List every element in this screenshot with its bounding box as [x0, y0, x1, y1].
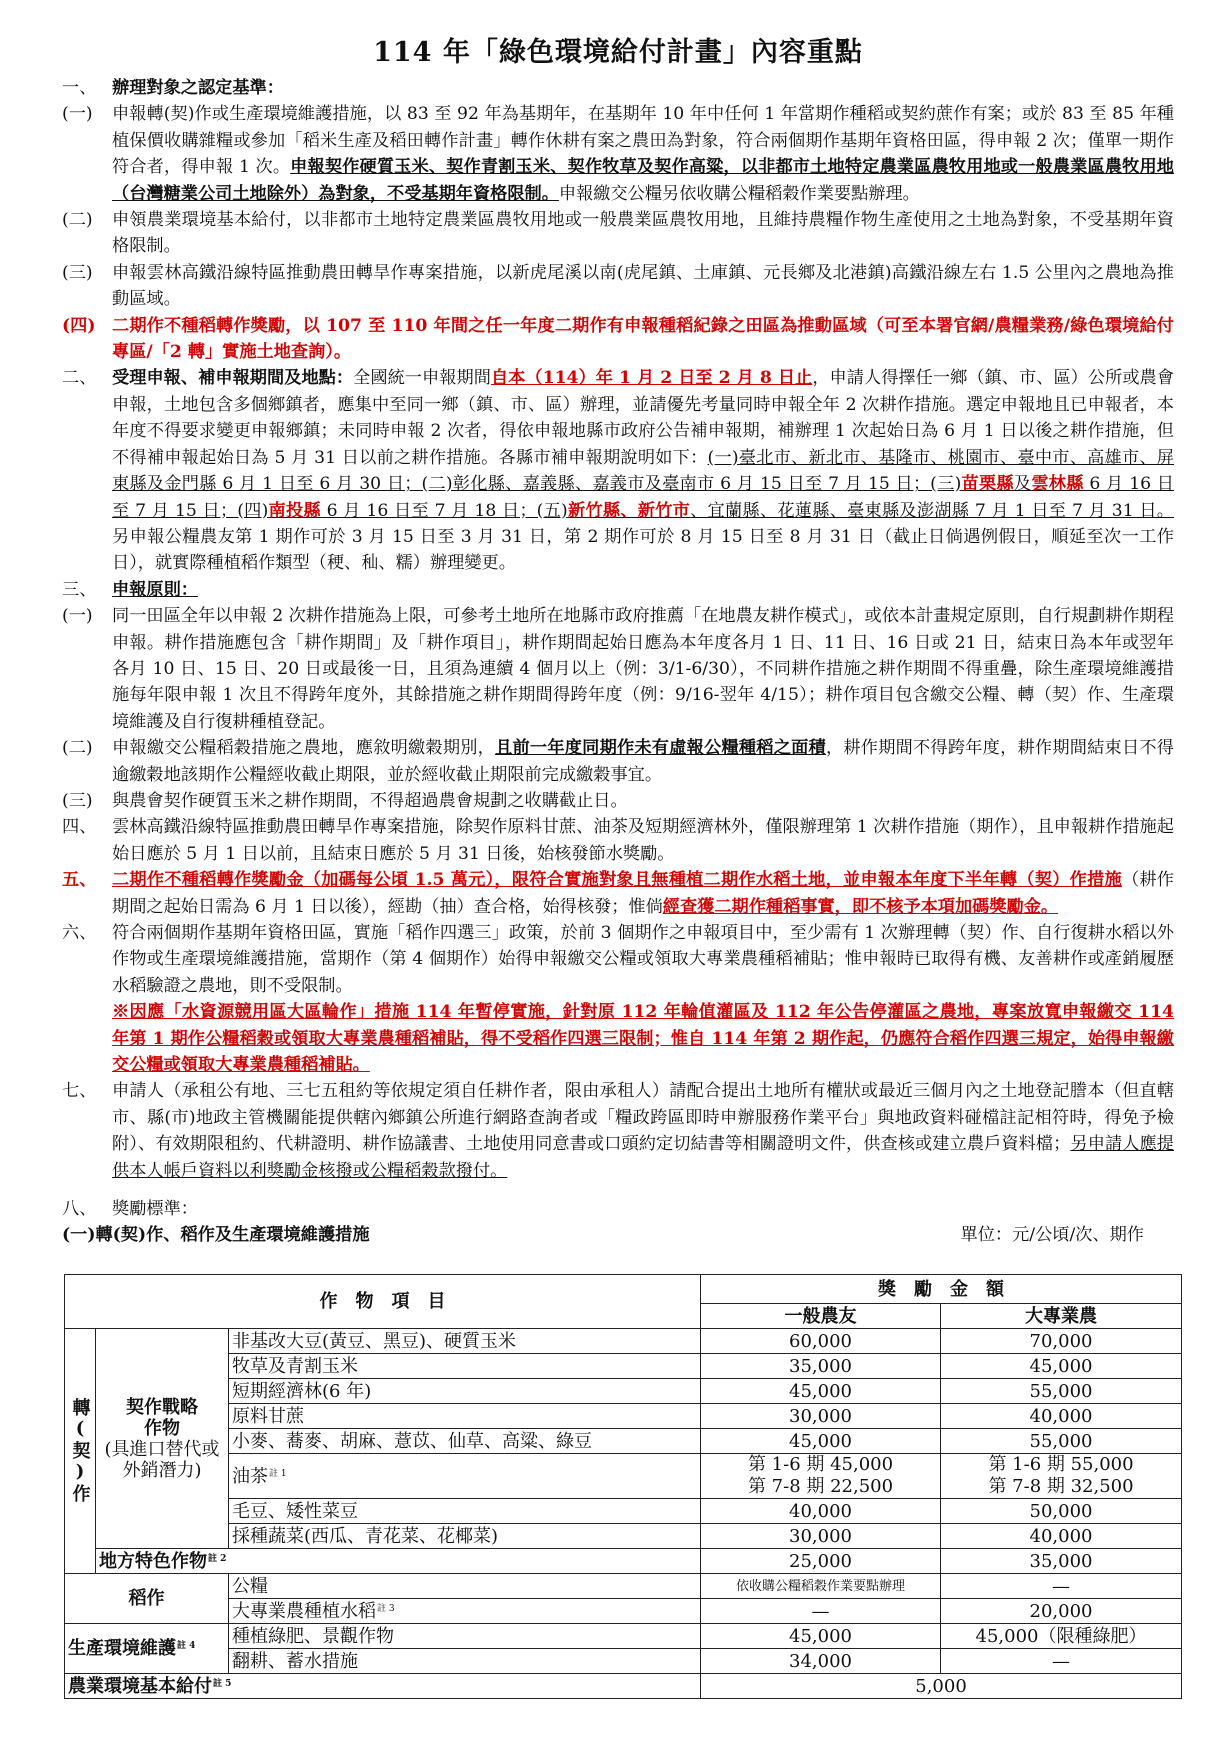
- text-underlined: 另申請人應提供本人帳戶資料以利獎勵金核撥或公糧稻穀款撥付。: [112, 1134, 1174, 1181]
- sub-title: 轉(契)作、稻作及生產環境維護措施: [95, 1225, 370, 1246]
- amount-general: 依收購公糧稻穀作業要點辦理: [701, 1574, 941, 1599]
- table-row: [65, 1499, 1182, 1524]
- amount-pro: 20,000: [941, 1599, 1182, 1624]
- item-text: 同一田區全年以申報 2 次耕作措施為上限，可參考土地所在地縣市政府推薦「在地農友耕作模式」，或依本計畫規定原則，自行規劃耕作期程申報。耕作措施應包含「耕作期間」及「耕作項目」，耕作期間起始日應為本年度各月 1 日、11 日、16 日或 21 日，結束日為本年或翌年各月 10 日、15 日、20 日或最後一日，且須為連續 4 個月以上（例：3/1-6/30），不同耕作措施之耕作期間不得重疊，除生產環境維護措施每年限申報 1 次且不得跨年度外，其餘措施之耕作期間得跨年度（例：9/16-翌年 4/15）；耕作項目包含繳交公糧、轉（契）作、生產環境維護及自行復耕種植登記。: [112, 606, 1174, 732]
- section-3-heading: [62, 577, 1174, 603]
- sub-label: (一): [62, 1225, 96, 1246]
- section-3-item-3: [62, 788, 1174, 814]
- text-part: ，耕作期間不得跨年度，耕作期間結束日不得逾繳穀地該期作公糧經收截止期限，並於經收截止期限前完成繳穀事宜。: [112, 738, 1174, 785]
- header-pro: 大專業農: [941, 1304, 1182, 1329]
- table-row: [65, 1649, 1182, 1674]
- strategic-line: 契作戰略: [126, 1396, 198, 1418]
- crop-name: 油茶: [232, 1465, 268, 1487]
- section-label: 二、: [62, 368, 97, 389]
- amount-general: [701, 1454, 941, 1499]
- item-label: (四): [62, 315, 96, 336]
- table-row: [65, 1404, 1182, 1429]
- item-text-b: 申報契作硬質玉米、契作青割玉米、契作牧草及契作高粱，以非都市土地特定農業區農牧用地或一般農業區農牧用地（台灣糖業公司土地除外）為對象，不受基期年資格限制。: [112, 157, 1174, 204]
- text-part: 符合兩個期作基期年資格田區，實施「稻作四選三」政策，於前 3 個期作之申報項目中，至少需有 1 次辦理轉（契）作、自行復耕水稻以外作物或生產環境維護措施，當期作（第 4 個期作）始得申報繳交公糧或領取大專業農種稻補貼；惟申報時已取得有機、友善耕作或產銷履歷水稻驗證之農地，則不受限制。: [112, 923, 1174, 996]
- section-1-item-1: [62, 101, 1174, 207]
- section-text: [112, 867, 1174, 920]
- amount-general: 60,000: [701, 1329, 941, 1354]
- amount-general: 30,000: [701, 1404, 941, 1429]
- text-emphasis: 經查獲二期作種稻事實，即不核予本項加碼獎勵金。: [662, 896, 1059, 917]
- amount-line: 第 7-8 期 22,500: [747, 1476, 894, 1497]
- section-text: 雲林高鐵沿線特區推動農田轉旱作專案措施，除契作原料甘蔗、油茶及短期經濟林外，僅限辦理第 1 次耕作措施（期作），且申報耕作措施起始日應於 5 月 1 日以前，且結束日應於 5 月 31 日後，始核發節水獎勵。: [112, 817, 1174, 864]
- amount-line: 第 7-8 期 32,500: [988, 1476, 1134, 1497]
- crop-name: 地方特色作物: [99, 1550, 207, 1572]
- section-label: 一、: [62, 78, 97, 98]
- table-row: [65, 1574, 1182, 1599]
- text-emphasis: 且前一年度同期作未有虛報公糧種稻之面積: [495, 738, 826, 759]
- county-name: 苗栗縣: [961, 474, 1014, 495]
- table-row: [65, 1454, 1182, 1499]
- section-4: [62, 814, 1174, 867]
- section-label: 四、: [62, 817, 97, 838]
- item-text-c: 申報繳交公糧另依收購公糧稻穀作業要點辦理。: [558, 183, 920, 204]
- text-part: 申報繳交公糧稻穀措施之農地，應敘明繳穀期別，: [112, 738, 496, 759]
- item-label: (一): [62, 104, 93, 125]
- group-label: [65, 1624, 229, 1674]
- crop-item: [229, 1454, 701, 1499]
- application-period: 自本（114）年 1 月 2 日至 2 月 8 日止: [490, 368, 813, 389]
- header-reward: 獎 勵 金 額: [701, 1275, 1182, 1304]
- amount-general: 40,000: [701, 1499, 941, 1524]
- item-text: 二期作不種稻轉作獎勵，以 107 至 110 年間之任一年度二期作有申報種稻紀錄之田區為推動區域（可至本署官網/農糧業務/綠色環境給付專區/「2 轉」實施土地查詢）。: [112, 315, 1174, 363]
- section-7: [62, 1078, 1174, 1184]
- crop-item: 原料甘蔗: [229, 1404, 701, 1429]
- section-8-heading: [62, 1196, 1174, 1222]
- text-part: 另申報公糧農友第 1 期作可於 3 月 15 日至 3 月 31 日，第 2 期作可於 8 月 15 日至 8 月 31 日（截止日倘遇例假日，順延至次一工作日），就實際種植稻作類型（稉、秈、糯）辦理變更。: [112, 526, 1174, 574]
- item-label: (三): [62, 790, 93, 811]
- sub-heading: [62, 1222, 370, 1248]
- section-label: 八、: [62, 1199, 97, 1220]
- crop-item: [65, 1674, 701, 1699]
- section-5: [62, 867, 1174, 920]
- amount-general: —: [701, 1599, 941, 1624]
- text-part: （耕作期間之起始日需為 6 月 1 日以後），經勘（抽）查合格，始得核發；惟倘: [112, 870, 1174, 917]
- document: [62, 30, 1174, 1248]
- crop-name: 大專業農種植水稻: [232, 1600, 376, 1622]
- amount-general: 45,000: [701, 1429, 941, 1454]
- section-8-sub: [62, 1222, 1174, 1248]
- section-heading: 獎勵標準：: [112, 1199, 198, 1220]
- item-label: (三): [62, 262, 93, 283]
- item-label: (二): [62, 210, 93, 231]
- section-heading: 辦理對象之認定基準：: [112, 78, 284, 98]
- table-row: [65, 1599, 1182, 1624]
- county-name: 雲林縣: [1031, 474, 1084, 495]
- item-text: 申報雲林高鐵沿線特區推動農田轉旱作專案措施，以新虎尾溪以南(虎尾鎮、土庫鎮、元長鄉及北港鎮)高鐵沿線左右 1.5 公里內之農地為推動區域。: [112, 262, 1174, 310]
- schedule-part: 6 月 16 日至 7 月 15 日；(四): [112, 474, 1174, 521]
- table-row: [65, 1379, 1182, 1404]
- reward-table: [64, 1274, 1182, 1699]
- crop-item: 種植綠肥、景觀作物: [229, 1624, 701, 1649]
- crop-item: 小麥、蕎麥、胡麻、薏苡、仙草、高粱、綠豆: [229, 1429, 701, 1454]
- header-general: 一般農友: [701, 1304, 941, 1329]
- unit-label: 單位：元/公頃/次、期作: [960, 1225, 1144, 1246]
- table-row: [65, 1624, 1182, 1649]
- text-part: 全國統一申報期間: [353, 368, 491, 389]
- table-row: [65, 1354, 1182, 1379]
- table-row: [65, 1429, 1182, 1454]
- amount-general: 30,000: [701, 1524, 941, 1549]
- crop-item: [96, 1549, 701, 1574]
- text-emphasis: 二期作不種稻轉作獎勵金（加碼每公頃 1.5 萬元），限符合實施對象且無種植二期作水稻土地，並申報本年度下半年轉（契）作措施: [112, 870, 1122, 891]
- schedule-part: 6 月 16 日至 7 月 18 日；(五): [320, 500, 568, 521]
- amount-basic: 5,000: [701, 1674, 1182, 1699]
- section-3-item-1: [62, 603, 1174, 735]
- section-1-item-4: [62, 313, 1174, 366]
- item-text: 與農會契作硬質玉米之耕作期間，不得超過農會規劃之收購截止日。: [112, 790, 628, 811]
- group-name: 生產環境維護: [68, 1638, 176, 1659]
- amount-pro: 40,000: [941, 1524, 1182, 1549]
- strategic-line: 外銷潛力): [122, 1459, 202, 1481]
- footnote-ref: 註 5: [213, 1678, 232, 1689]
- county-name: 南投縣: [268, 500, 321, 521]
- section-1-heading: [62, 75, 1174, 101]
- amount-pro: 45,000（限種綠肥）: [941, 1624, 1182, 1649]
- amount-pro: 50,000: [941, 1499, 1182, 1524]
- group-strategic: [96, 1329, 229, 1549]
- county-name: 新竹縣、新竹市: [567, 500, 691, 521]
- crop-item: 牧草及青割玉米: [229, 1354, 701, 1379]
- amount-pro: 55,000: [941, 1429, 1182, 1454]
- strategic-line: (具進口替代或: [104, 1438, 220, 1460]
- crop-item: [229, 1599, 701, 1624]
- section-label: 七、: [62, 1081, 97, 1102]
- crop-item: 毛豆、矮性菜豆: [229, 1499, 701, 1524]
- section-label: 三、: [62, 579, 97, 600]
- group-label: 轉(契)作: [65, 1329, 96, 1574]
- section-2: [62, 365, 1174, 576]
- table-row: [65, 1329, 1182, 1354]
- crop-item: 非基改大豆(黃豆、黑豆)、硬質玉米: [229, 1329, 701, 1354]
- section-text: [112, 365, 1174, 576]
- schedule-part: 、宜蘭縣、花蓮縣、臺東縣及澎湖縣 7 月 1 日至 7 月 31 日。: [690, 500, 1174, 521]
- section-3-item-2: [62, 735, 1174, 788]
- amount-pro: 40,000: [941, 1404, 1182, 1429]
- amount-general: 45,000: [701, 1379, 941, 1404]
- section-heading: 申報原則：: [112, 579, 198, 600]
- crop-item: 短期經濟林(6 年): [229, 1379, 701, 1404]
- item-label: (二): [62, 738, 93, 759]
- crop-item: 採種蔬菜(西瓜、青花菜、花椰菜): [229, 1524, 701, 1549]
- item-text-a: 申報轉(契)作或生產環境維護措施，以 83 至 92 年為基期年，在基期年 10 年中任何 1 年當期作種稻或契約蔗作有案；或於 83 至 85 年種植保價收購雜糧或參加「稻米生產及稻田轉作計畫」轉作休耕有案之農田為對象，符合兩個期作基期年資格田區，得申報 2 次；僅單一期作符合者，得申報 1 次。: [112, 104, 1174, 178]
- text-part: 申請人（承租公有地、三七五租約等依規定須自任耕作者，限由承租人）請配合提出土地所有權狀或最近三個月內之土地登記謄本（但直轄市、縣(市)地政主管機關能提供轄內鄉鎮公所進行網路查詢者或「糧政跨區即時申辦服務作業平台」與地政資料碰檔註記相符時，得免予檢附）、有效期限租約、代耕證明、耕作協議書、土地使用同意書或口頭約定切結書等相關證明文件，供查核或建立農戶資料檔；: [112, 1081, 1174, 1155]
- table-row: [65, 1549, 1182, 1574]
- amount-general: 34,000: [701, 1649, 941, 1674]
- footnote-ref: 註 1: [269, 1468, 287, 1479]
- page-title: 114 年「綠色環境給付計畫」內容重點: [373, 37, 863, 68]
- special-note: ※因應「水資源競用區大區輪作」措施 114 年暫停實施，針對原 112 年輪值灌區及 112 年公告停灌區之農地，專案放寬申報繳交 114 年第 1 期作公糧稻穀或領取大專業農種稻補貼，得不受稻作四選三限制；惟自 114 年第 2 期作起，仍應符合稻作四選三規定，始得申報繳交公糧或領取大專業農種稻補貼。: [112, 1002, 1174, 1076]
- amount-pro: —: [941, 1649, 1182, 1674]
- crop-item: 公糧: [229, 1574, 701, 1599]
- schedule-part: 及: [1013, 474, 1032, 495]
- section-label: 五、: [62, 870, 97, 891]
- section-1-item-2: [62, 207, 1174, 260]
- item-label: (一): [62, 606, 93, 627]
- crop-item: 翻耕、蓄水措施: [229, 1649, 701, 1674]
- section-text: [112, 1078, 1174, 1184]
- spacer: [62, 1184, 1174, 1196]
- item-text: [112, 735, 1174, 788]
- amount-line: 第 1-6 期 45,000: [747, 1454, 894, 1475]
- amount-pro: 55,000: [941, 1379, 1182, 1404]
- amount-pro: 45,000: [941, 1354, 1182, 1379]
- amount-pro: [941, 1454, 1182, 1499]
- header-item: 作 物 項 目: [65, 1275, 701, 1329]
- item-text: 申領農業環境基本給付，以非都市土地特定農業區農牧用地或一般農業區農牧用地，且維持農糧作物生產使用之土地為對象，不受基期年資格限制。: [112, 210, 1174, 257]
- amount-line: 第 1-6 期 55,000: [988, 1454, 1134, 1475]
- text-part: ，申請人得擇任一鄉（鎮、市、區）公所或農會申報，土地包含多個鄉鎮者，應集中至同一鄉（鎮、市、區）辦理，並請優先考量同時申報全年 2 次耕作措施。選定申報地且已申報者，本年度不得要求變更申報鄉鎮；未同時申報 2 次者，得依申報地縣市政府公告補申報期，補辦理 1 次起始日為 6 月 1 日以後之耕作措施，但不得補申報起始日為 5 月 31 日以前之耕作措施。各縣市補申報期說明如下：: [112, 368, 1174, 468]
- section-label: 六、: [62, 923, 97, 943]
- table-row: [65, 1524, 1182, 1549]
- footnote-ref: 註 4: [177, 1641, 196, 1651]
- amount-pro: 35,000: [941, 1549, 1182, 1574]
- footnote-ref: 註 3: [377, 1603, 395, 1614]
- amount-general: 25,000: [701, 1549, 941, 1574]
- group-label: 稻作: [65, 1574, 229, 1624]
- crop-name: 農業環境基本給付: [68, 1675, 212, 1697]
- section-text: [112, 920, 1174, 1078]
- table-row: [65, 1674, 1182, 1699]
- footnote-ref: 註 2: [208, 1553, 227, 1564]
- section-heading: 受理申報、補申報期間及地點：: [112, 368, 354, 389]
- amount-general: 45,000: [701, 1624, 941, 1649]
- strategic-line: 作物: [144, 1417, 180, 1439]
- schedule-part: (一)臺北市、新北市、基隆市、桃園市、臺中市、高雄市、屏東縣及金門縣 6 月 1 日至 6 月 30 日；(二)彰化縣、嘉義縣、嘉義市及臺南市 6 月 15 日至 7 月 15 日；(三): [112, 447, 1174, 495]
- amount-pro: 70,000: [941, 1329, 1182, 1354]
- amount-pro: —: [941, 1574, 1182, 1599]
- section-6: [62, 920, 1174, 1078]
- table-header-row: [65, 1275, 1182, 1304]
- item-text: [112, 101, 1174, 207]
- section-1-item-3: [62, 260, 1174, 313]
- amount-general: 35,000: [701, 1354, 941, 1379]
